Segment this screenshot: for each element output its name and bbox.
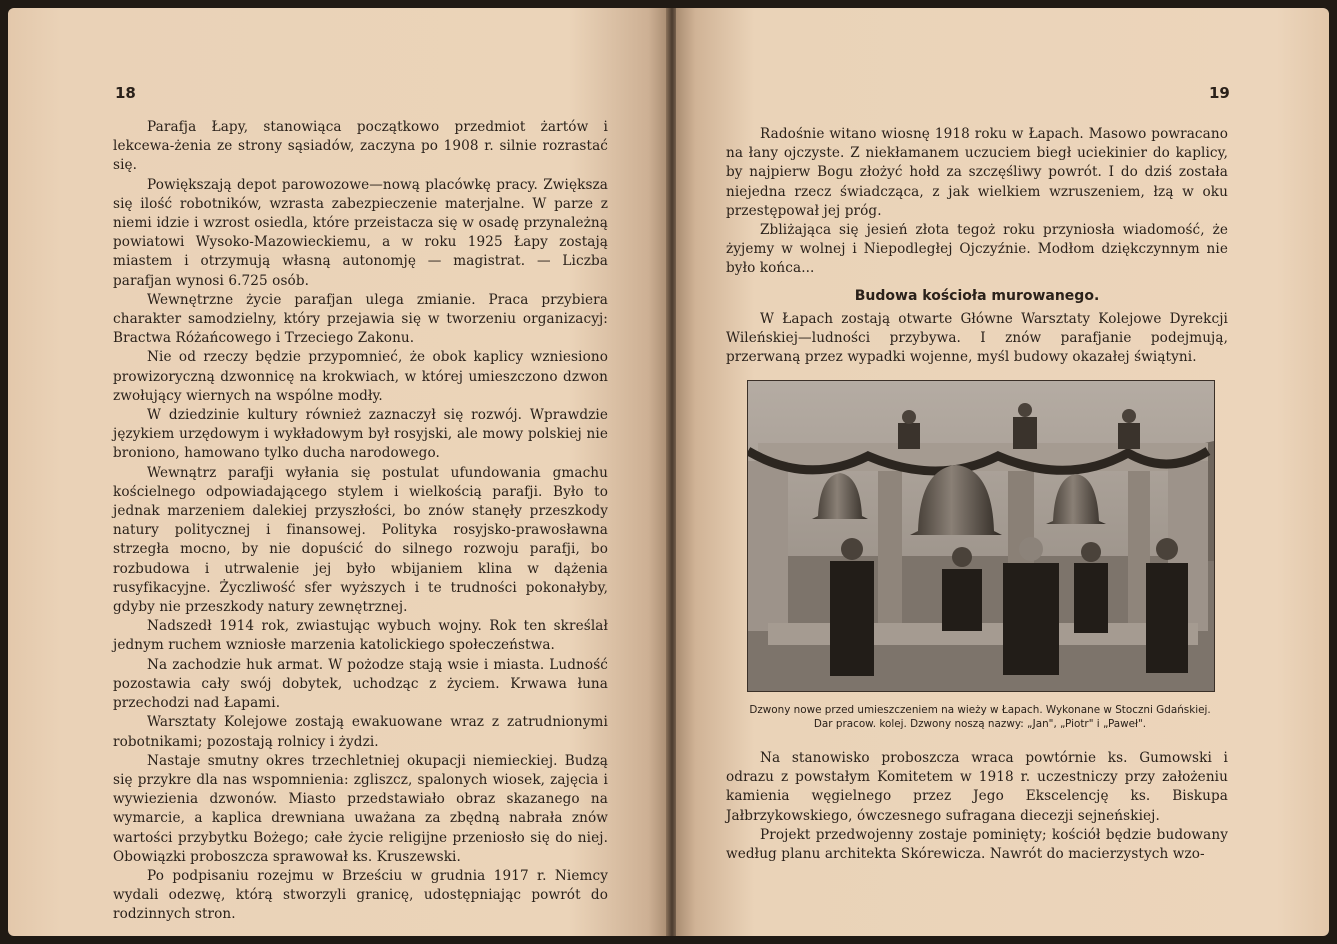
page-number-left: 18: [115, 84, 136, 102]
paragraph: Parafja Łapy, stanowiąca początkowo przedmiot żartów i lekcewa-żenia ze strony sąsiadów, zaczyna po 1908 r. silnie rozrastać się.: [113, 119, 608, 174]
paragraph: Nie od rzeczy będzie przypomnieć, że obok kaplicy wzniesiono prowizoryczną dzwonnicę na krokwiach, w której umieszczono dzwon zwołujący wiernych na wspólne modły.: [113, 349, 608, 404]
paragraph: Po podpisaniu rozejmu w Brześciu w grudnia 1917 r. Niemcy wydali odezwę, którą stworzyli granicę, udostępniając powrót do rodzinnych stron.: [113, 867, 608, 923]
paragraph: Warsztaty Kolejowe zostają ewakuowane wraz z zatrudnionymi robotnikami; pozostają rolnicy i żydzi.: [113, 714, 608, 750]
paragraph: W Łapach zostają otwarte Główne Warsztaty Kolejowe Dyrekcji Wileńskiej—ludności przybywa. I znów parafjanie podejmują, przerwaną przez wypadki wojenne, myśl budowy okazałej świątyni.: [726, 311, 1228, 366]
paragraph: Wewnątrz parafji wyłania się postulat ufundowania gmachu kościelnego odpowiadającego stylem i wielkością parafji. Było to jednak marzeniem dalekiej przyszłości, bo znów stanęły przeszkody natury politycznej i finansowej. Polityka rosyjsko-prawosławna strzegła mocno, by nie dopuścić do silnego rozwoju parafji, bo rozbudowa i utrwalenie jej było wbijaniem klina w dążenia rusyfikacyjne. Życzliwość sfer wyższych i te trudności pokonałyby, gdyby nie przeszkody natury zewnętrznej.: [113, 464, 608, 616]
paragraph: Zbliżająca się jesień złota tegoż roku przyniosła wiadomość, że żyjemy w wolnej i Niepodległej Ojczyźnie. Modłom dziękczynnym nie było końca...: [726, 222, 1228, 277]
left-page: [8, 8, 668, 936]
paragraph: Wewnętrzne życie parafjan ulega zmianie. Praca przybiera charakter samodzielny, który przejawia się w tworzeniu organizacyj: Bractwa Różańcowego i Trzeciego Zakonu.: [113, 291, 608, 347]
photo-caption: Dzwony nowe przed umieszczeniem na wieży w Łapach. Wykonane w Stoczni Gdańskiej. Dar pracow. kolej. Dzwony noszą nazwy: „Jan", „Piotr" i „Paweł".: [749, 704, 1211, 730]
left-page-text: [113, 118, 608, 925]
right-page-bottom-text: [726, 749, 1228, 864]
paragraph: Projekt przedwojenny zostaje pominięty; kościół będzie budowany według planu architekta Skórewicza. Nawrót do macierzystych wzo-: [726, 826, 1228, 863]
section-heading: Budowa kościoła murowanego.: [854, 288, 1100, 304]
paragraph: Na stanowisko proboszcza wraca powtórnie ks. Gumowski i odrazu z powstałym Komitetem w 1918 r. uczestniczy przy założeniu kamienia węgielnego przez Jego Ekscelencję ks. Biskupa Jałbrzykowskiego, ówczesnego sufragana diecezji sejneńskiej.: [726, 750, 1228, 824]
paragraph: Na zachodzie huk armat. W pożodze stają wsie i miasta. Ludność pozostawia cały swój dobytek, uchodząc z życiem. Krwawa łuna przechodzi nad Łapami.: [113, 656, 608, 712]
paragraph: Nastaje smutny okres trzechletniej okupacji niemieckiej. Budzą się przykre dla nas wspomnienia: zgliszcz, spalonych wiosek, zajęcia i wywiezienia dzwonów. Miasto przedstawiało obraz skazanego na wymarcie, a kaplica drewniana uważana za zbędną nabrała znów wartości przybytku Bożego; całe życie religijne przeniosło się do niej. Obowiązki proboszcza sprawował ks. Kruszewski.: [113, 752, 608, 865]
right-page: [676, 8, 1329, 936]
right-page-mid-text: [726, 310, 1228, 368]
paragraph: Powiększają depot parowozowe—nową placówkę pracy. Zwiększa się ilość robotników, wzrasta zabezpieczenie materjalne. W parze z niemi idzie i wzrost osiedla, które przeistacza się w osadę przynależną powiatowi Wysoko-Mazowieckiemu, a w roku 1925 Łapy zostają miastem i otrzymują własną autonomję — magistrat. — Liczba parafjan wynosi 6.725 osób.: [113, 176, 608, 289]
paragraph: W dziedzinie kultury również zaznaczył się rozwój. Wprawdzie językiem urzędowym i wykładowym był rosyjski, ale mowy polskiej nie broniono, hamowano tylko ducha narodowego.: [113, 407, 608, 462]
paragraph: Nadszedł 1914 rok, zwiastując wybuch wojny. Rok ten skreślał jednym ruchem wzniosłe marzenia katolickiego społeczeństwa.: [113, 618, 608, 654]
page-number-right: 19: [1209, 84, 1230, 102]
bells-photograph: [747, 380, 1215, 692]
paragraph: Radośnie witano wiosnę 1918 roku w Łapach. Masowo powracano na łany ojczyste. Z niekłamanem uczuciem biegł uciekinier do kaplicy, by najpierw Bogu złożyć hołd za szczęśliwy powrót. I do dziś została niejedna rzecz świadcząca, z jak wielkiem wzruszeniem, łzą w oku przestępował jej próg.: [726, 126, 1228, 219]
right-page-top-text: [726, 125, 1228, 279]
